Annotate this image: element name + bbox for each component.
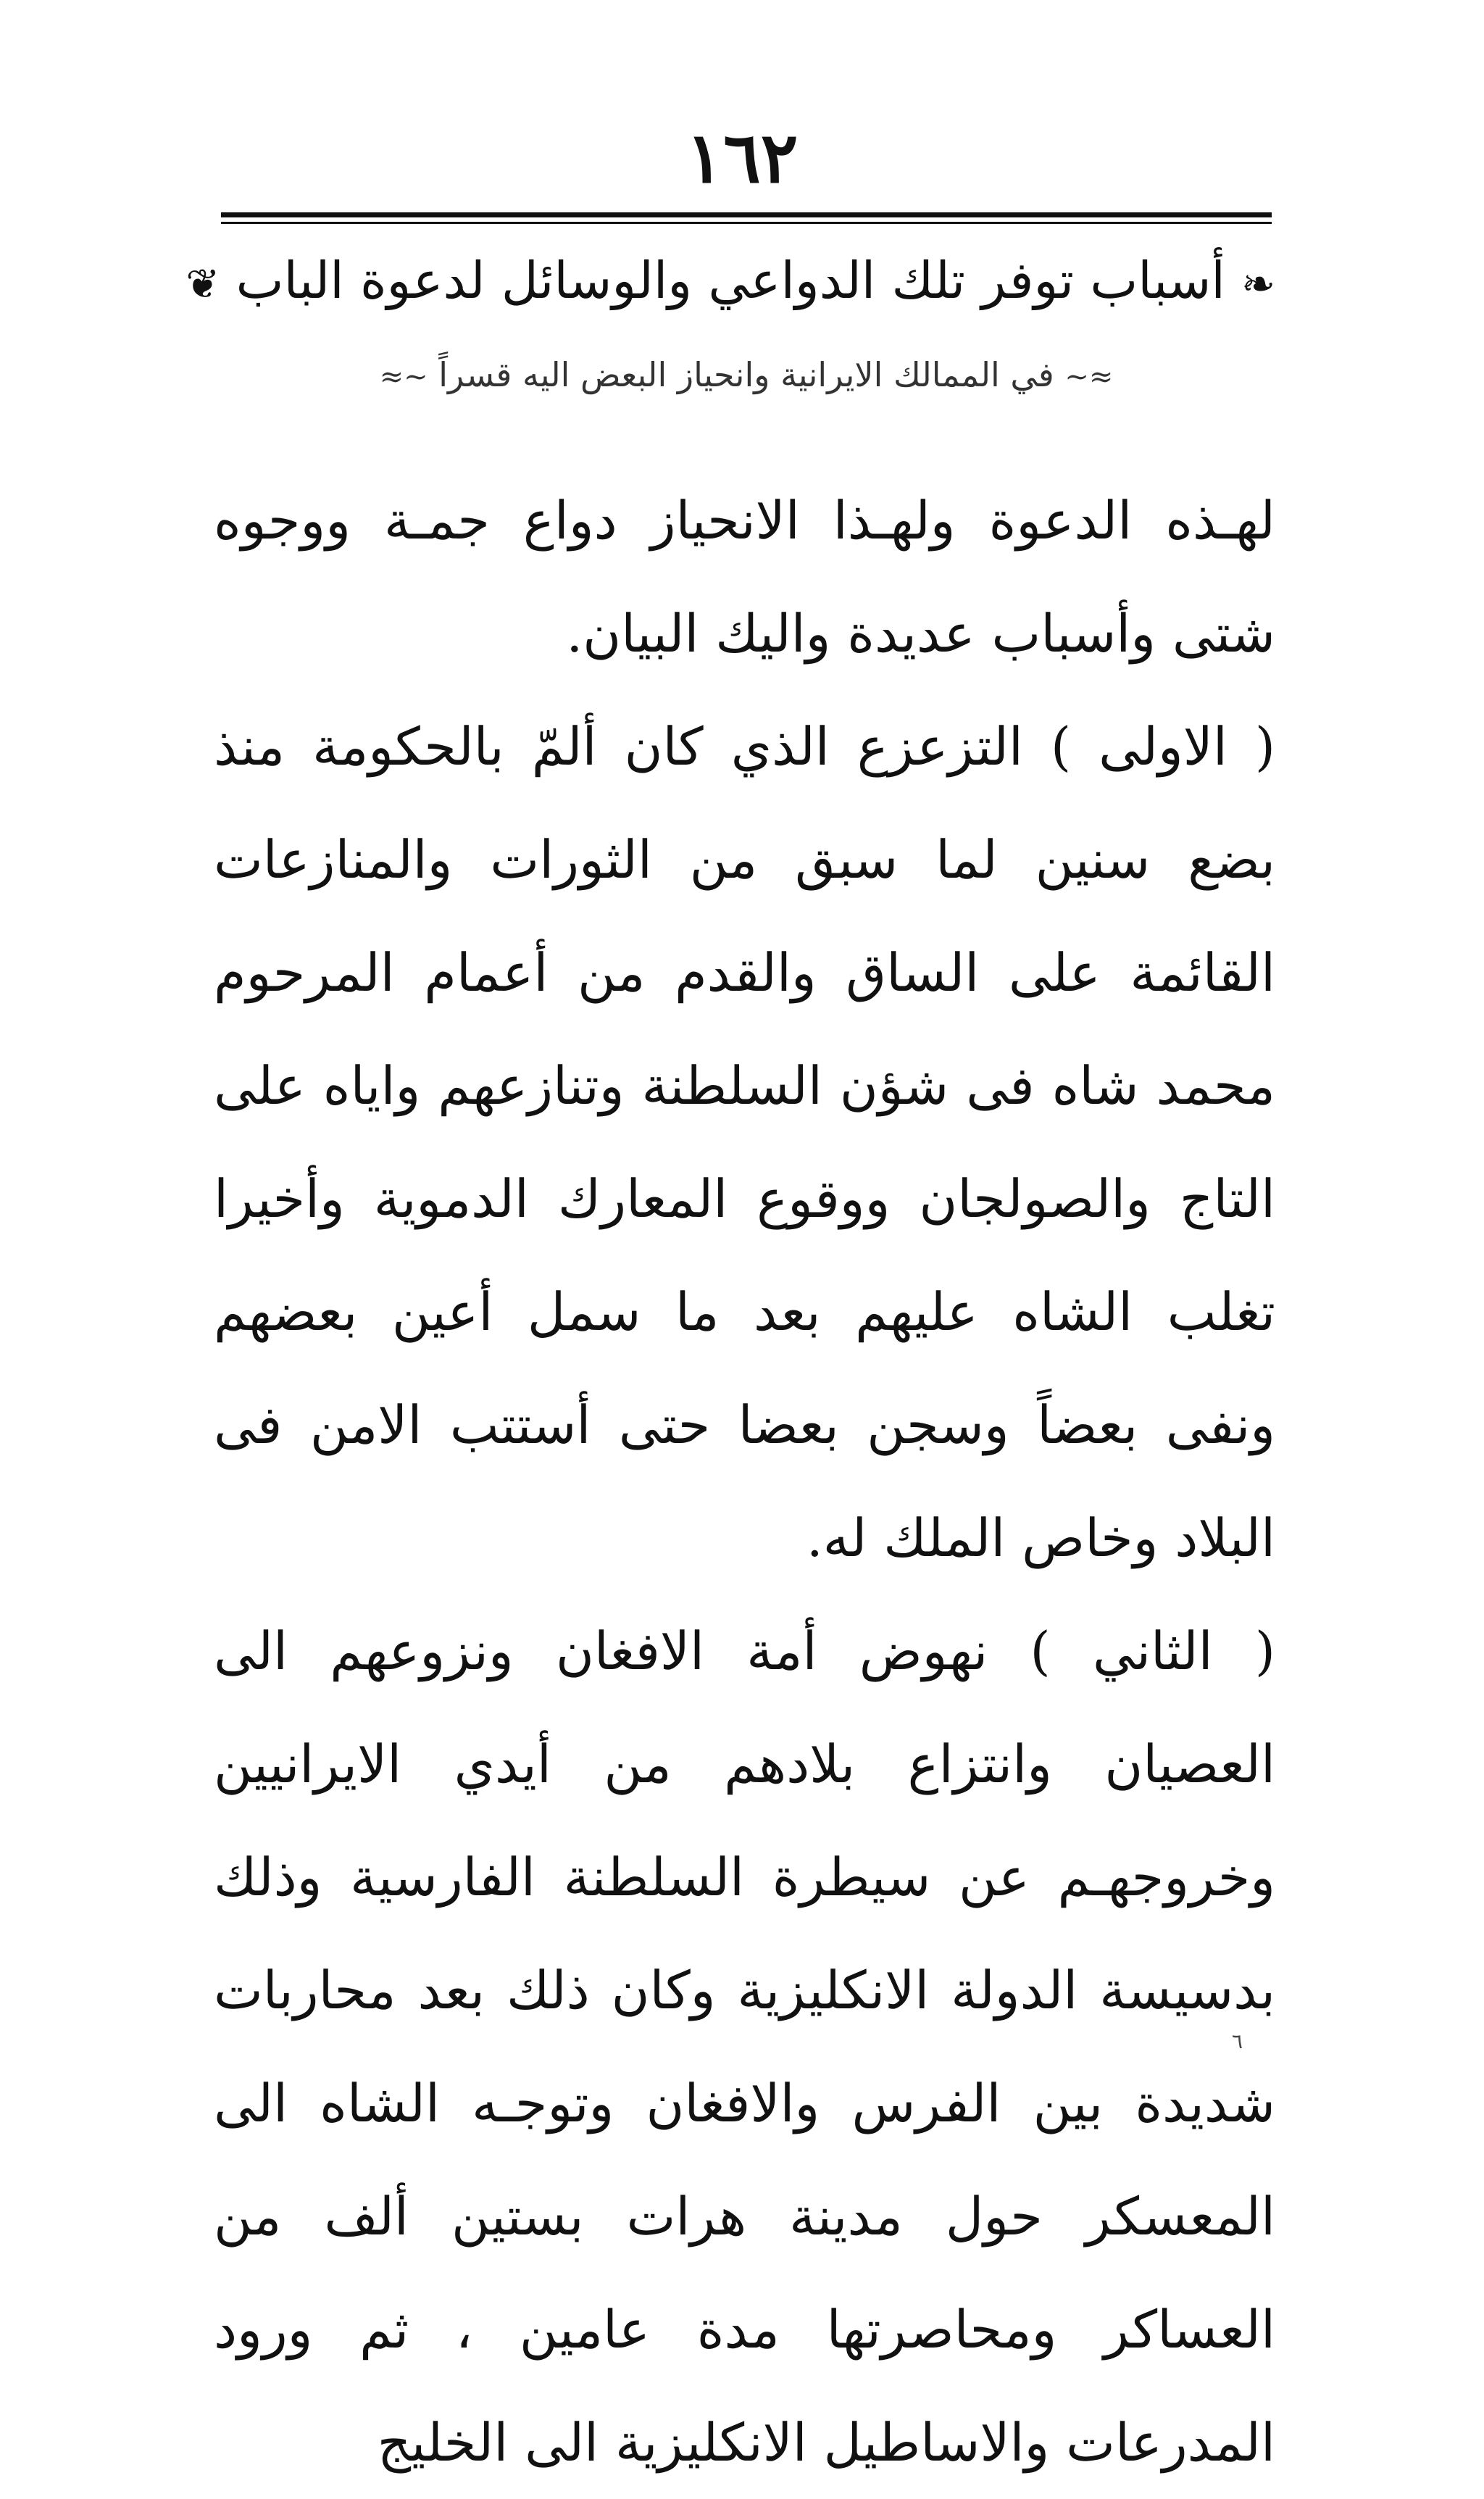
subtitle-ornament-left-icon: ~≈ — [379, 360, 428, 394]
paragraph-second-reason: ( الثاني ) نهوض أمة الافغان ونزوعهم الى العصيان وانتزاع بلادهم من أيدي الايرانيين وخروجهـم عن سيطرة السلطنة الفارسية وذلك بدسيسة الدولة الانكليزية وكان ذلك بعد محاربات شديدة بين الفرس والافغان وتوجـه الشاه الى المعسكر حول مدينة هرات بستين ألف من العساكر ومحاصرتها مدة عامين ، ثم ورود المدرعات والاساطيل الانكليزية الى الخليج — [214, 1621, 1275, 2473]
header-rule-thick-line — [221, 212, 1272, 217]
body-text — [214, 464, 1275, 2499]
paragraph-intro: لهـذه الدعوة ولهـذا الانحياز دواع جمـة ووجوه شتى وأسباب عديدة واليك البيان. — [214, 490, 1275, 664]
chapter-title-text: أسباب توفر تلك الدواعي والوسائل لدعوة الباب — [235, 251, 1225, 310]
title-ornament-left-icon: ❦ — [186, 261, 220, 308]
paragraph-first-reason: ( الاولى ) التزعزع الذي كان ألمّ بالحكومة منذ بضع سنين لما سبق من الثورات والمنازعات القائمة على الساق والقدم من أعمام المرحوم محمد شاه فى شؤن السلطنة وتنازعهم واياه على التاج والصولجان ووقوع المعارك الدموية وأخيرا تغلب الشاه عليهم بعد ما سمل أعين بعضهم ونفى بعضاً وسجن بعضا حتى أستتب الامن فى البلاد وخاص الملك له. — [214, 716, 1275, 1568]
header-rule — [221, 212, 1272, 228]
title-ornament-right-icon: ❧ — [1241, 261, 1275, 308]
chapter-subtitle-text: في الممالك الايرانية وانحياز البعض اليه قسراً — [438, 355, 1054, 394]
page-number: ١٦٢ — [685, 117, 799, 199]
footer-signature-mark: ٦ — [1232, 2029, 1243, 2053]
subtitle-ornament-right-icon: ≈~ — [1064, 360, 1114, 394]
chapter-title — [186, 250, 1275, 311]
chapter-subtitle — [312, 355, 1181, 395]
header-rule-thin-line — [221, 222, 1272, 224]
